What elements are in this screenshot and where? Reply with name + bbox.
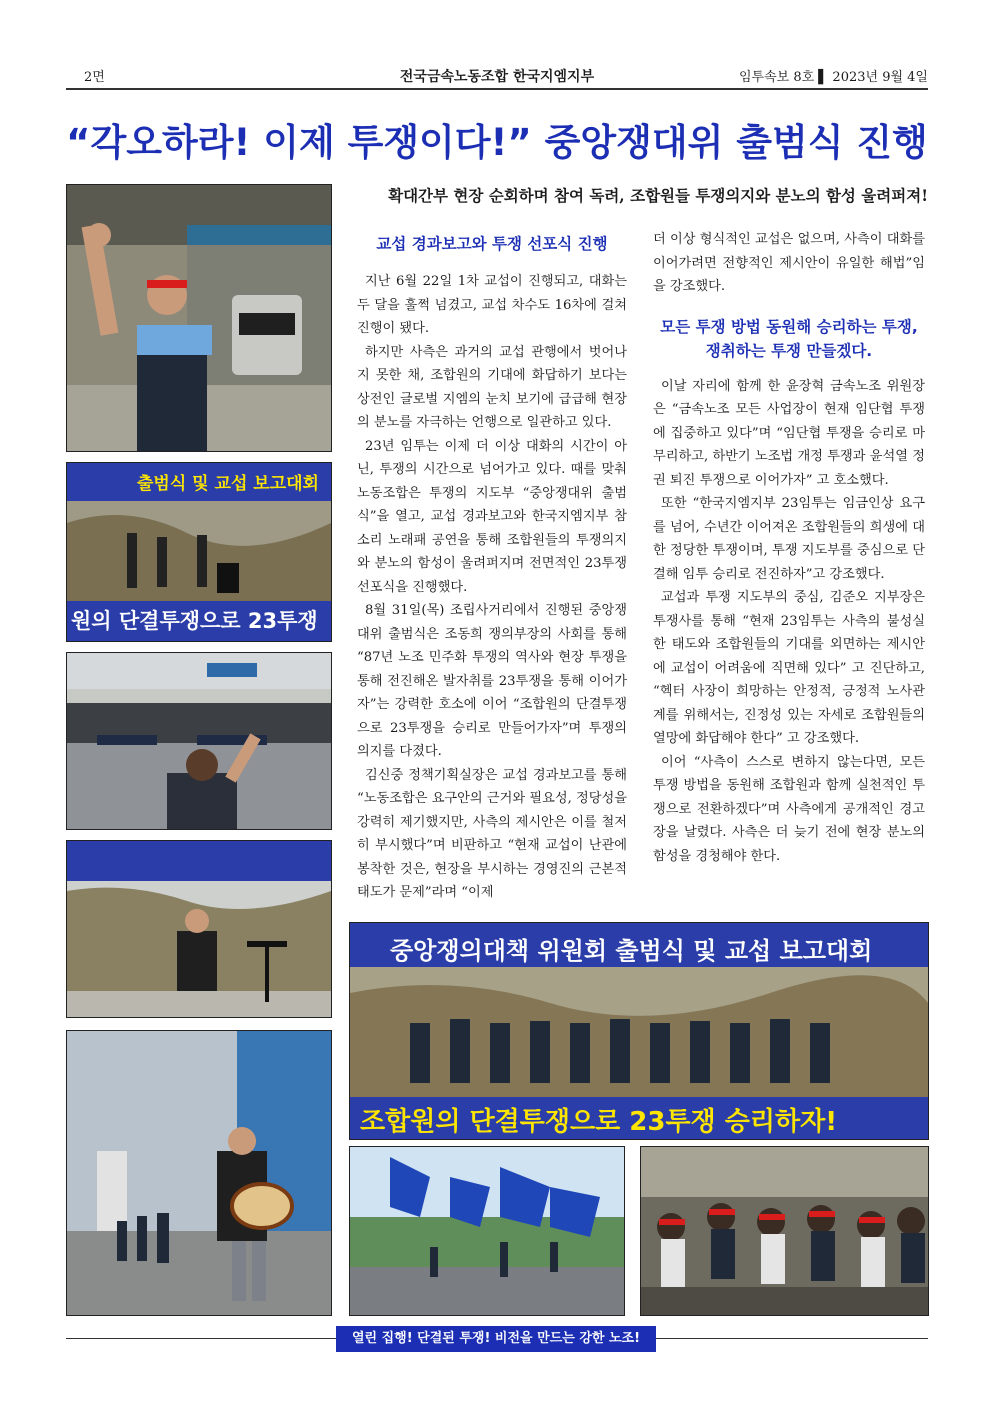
page-number: 2면 xyxy=(84,70,105,85)
paragraph: 23년 임투는 이제 더 이상 대화의 시간이 아닌, 투쟁의 시간으로 넘어가고 있다. 때를 맞춰 노동조합은 투쟁의 지도부 “중앙쟁대위 출범식”을 열고, 교섭 경과보고와 한국지엠지부 참소리 노래패 공연을 통해 조합원들의 투쟁의지와 분노의 함성이 울려퍼지며 전면적인 23투쟁 선포식을 진행했다. xyxy=(357,438,627,595)
article-column-2 xyxy=(653,228,925,868)
photo-speaker-podium xyxy=(66,840,332,1018)
banner-text-bottom: 원의 단결투쟁으로 23투쟁 xyxy=(71,609,318,633)
sub-headline: 확대간부 현장 순회하며 참여 독려, 조합원들 투쟁의지와 분노의 함성 울려퍼져! xyxy=(388,186,928,205)
photo-flag-march xyxy=(349,1146,625,1316)
page-header xyxy=(66,66,928,86)
stage-banner-top: 중앙쟁의대책 위원회 출범식 및 교섭 보고대회 xyxy=(390,937,873,965)
publisher-name: 전국금속노동조합 한국지엠지부 xyxy=(399,69,595,85)
banner-text-top: 출범식 및 교섭 보고대회 xyxy=(137,474,319,494)
section-title-2: 모든 투쟁 방법 동원해 승리하는 투쟁, 쟁취하는 투쟁 만들겠다. xyxy=(660,317,918,360)
paragraph: 또한 “한국지엠지부 23임투는 임금인상 요구를 넘어, 수년간 이어져온 조합원들의 희생에 대한 정당한 투쟁이며, 투쟁 지도부를 중심으로 단결해 임투 승리로 전진하자”고 강조했다. xyxy=(653,496,925,582)
photo-seated-crowd xyxy=(640,1146,929,1316)
paragraph: 지난 6월 22일 1차 교섭이 진행되고, 대화는 두 달을 훌쩍 넘겼고, 교섭 차수도 16차에 걸쳐 진행이 됐다. xyxy=(357,274,627,336)
footer-slogan: 열린 집행! 단결된 투쟁! 비전을 만드는 강한 노조! xyxy=(336,1326,656,1352)
photo-speaker-factory xyxy=(66,184,332,452)
photo-factory-gate-rally xyxy=(66,652,332,830)
paragraph: 이날 자리에 함께 한 윤장혁 금속노조 위원장은 “금속노조 모든 사업장이 현재 임단협 투쟁에 집중하고 있다”며 “임단협 투쟁을 승리로 마무리하고, 하반기 노조법 개정 투쟁과 윤석열 정권 퇴진 투쟁으로 이어가자” 고 호소했다. xyxy=(653,378,925,488)
page-headline: “각오하라! 이제 투쟁이다!” 중앙쟁대위 출범식 진행 xyxy=(66,121,928,164)
paragraph: 김신중 정책기획실장은 교섭 경과보고를 통해 “노동조합은 요구안의 근거와 필요성, 정당성을 강력히 제기했지만, 사측의 제시안은 이를 철저히 부시했다”며 비판하고 “현재 교섭이 난관에 봉착한 것은, 현장을 부시하는 경영진의 근본적 태도가 문제”라며 “이제 xyxy=(357,767,627,900)
paragraph: 교섭과 투쟁 지도부의 중심, 김준오 지부장은 투쟁사를 통해 “현재 23임투는 사측의 불성실한 태도와 조합원들의 기대를 외면하는 제시안에 교섭이 어려움에 직면해 있다” 고 진단하고, “헥터 사장이 희망하는 안정적, 긍정적 노사관계를 위해서는, 진정성 있는 자세로 조합원들의 열망에 화답해야 한다” 고 강조했다. xyxy=(653,590,925,746)
issue-info: 임투속보 8호 ▌ 2023년 9월 4일 xyxy=(738,70,928,85)
paragraph: 8월 31일(목) 조립사거리에서 진행된 중앙쟁대위 출범식은 조동희 쟁의부장의 사회를 통해 “87년 노조 민주화 투쟁의 역사와 현장 투쟁을 통해 전진해온 발자취를 23투쟁을 통해 이어가자”는 강력한 호소에 이어 “조합원의 단결투쟁으로 23투쟁을 승리로 만들어가자”며 투쟁의 의지를 다졌다. xyxy=(357,603,627,759)
photo-drum-march xyxy=(66,1030,332,1316)
header-divider xyxy=(66,88,928,90)
photo-stage-committee xyxy=(349,922,929,1140)
paragraph: 하지만 사측은 과거의 교섭 관행에서 벗어나지 못한 채, 조합원의 기대에 화답하기 보다는 상전인 글로벌 지엠의 눈치 보기에 급급해 현장의 분노를 자극하는 언행으로 일관하고 있다. xyxy=(357,344,627,430)
paragraph: 이어 “사측이 스스로 변하지 않는다면, 모든 투쟁 방법을 동원해 조합원과 함께 실천적인 투쟁으로 전환하겠다”며 사측에게 공개적인 경고장을 날렸다. 사측은 더 늦기 전에 현장 분노의 함성을 경청해야 한다. xyxy=(653,754,925,864)
paragraph: 더 이상 형식적인 교섭은 없으며, 사측이 대화를 이어가려면 전향적인 제시안이 유일한 해법”임을 강조했다. xyxy=(653,232,925,294)
section-title-1: 교섭 경과보고와 투쟁 선포식 진행 xyxy=(376,235,608,253)
stage-banner-bottom: 조합원의 단결투쟁으로 23투쟁 승리하자! xyxy=(360,1107,838,1137)
article-column-1 xyxy=(357,232,627,905)
photo-stage-performance xyxy=(66,462,332,642)
